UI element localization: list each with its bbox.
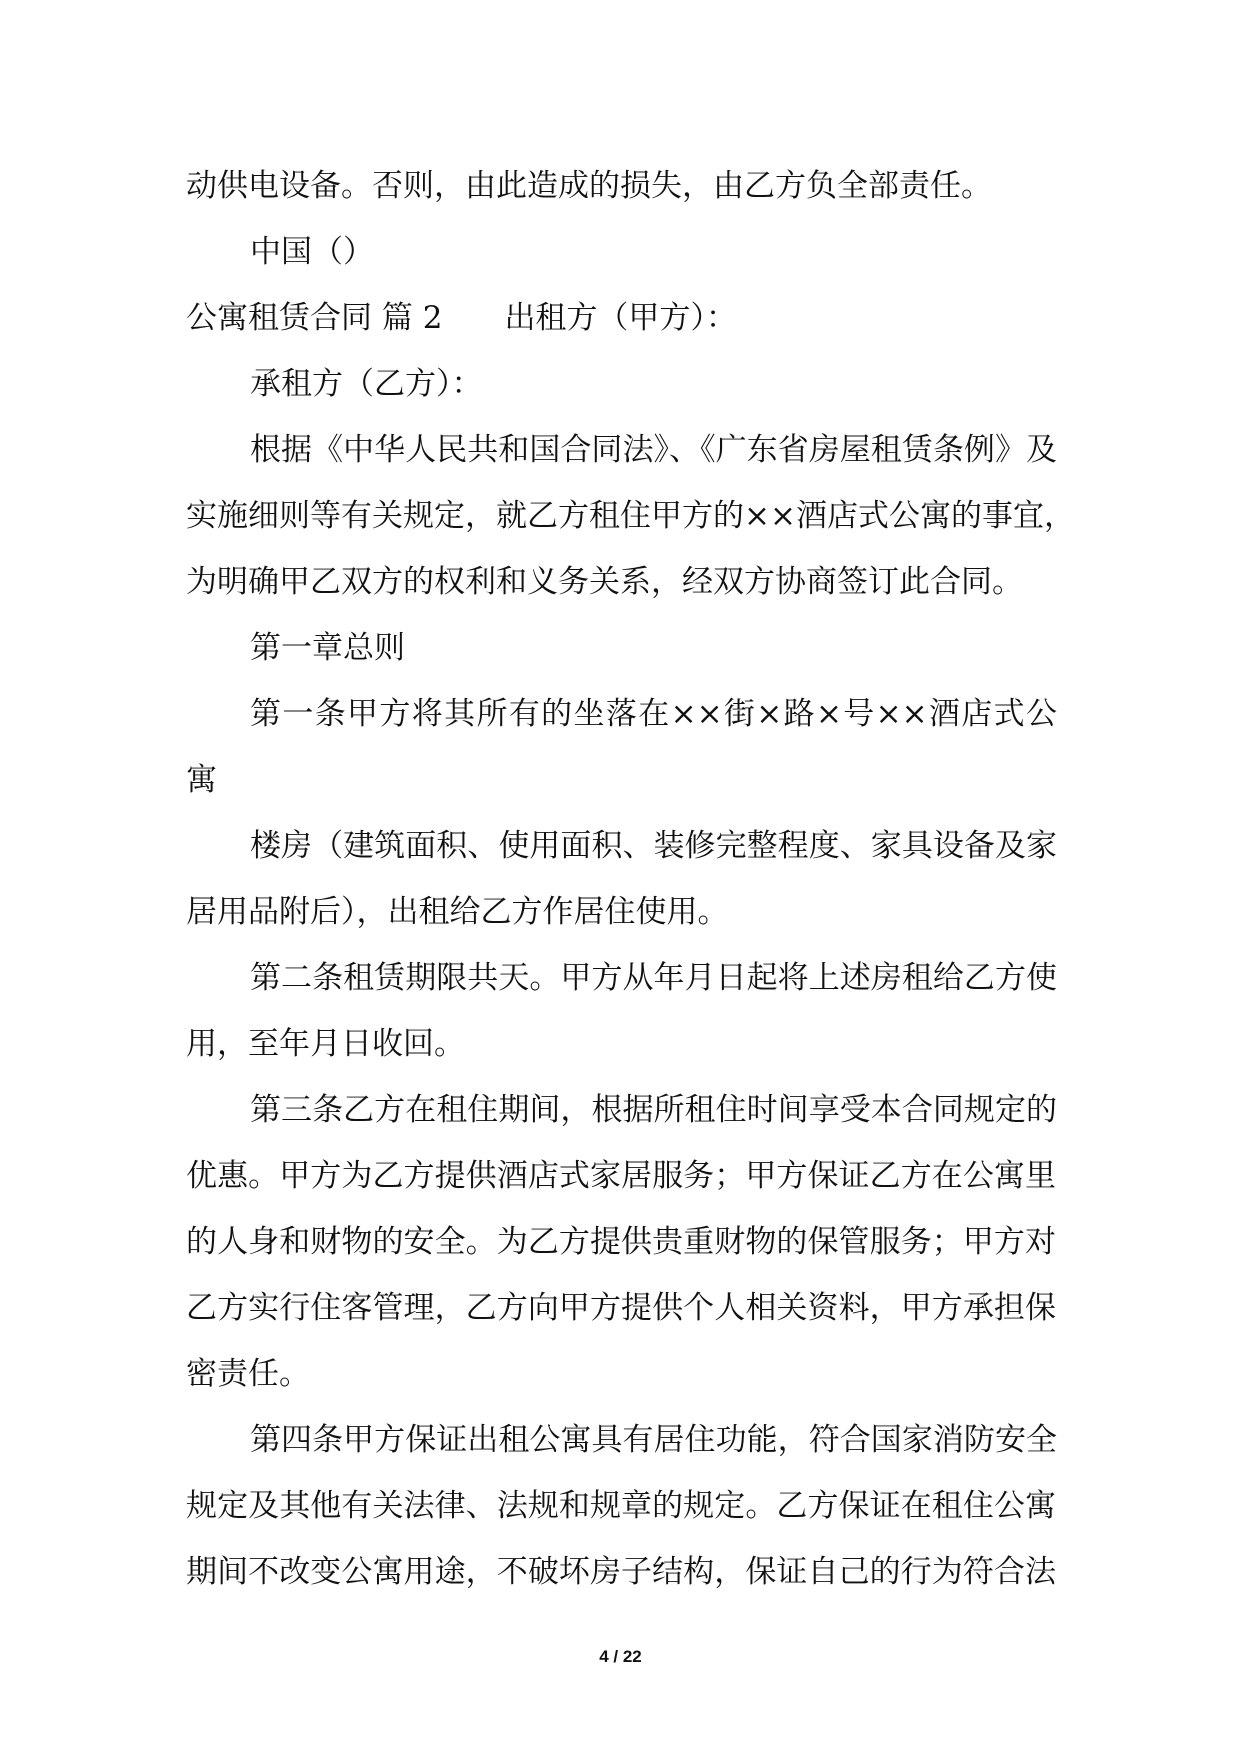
paragraph-line: 动供电设备。否则，由此造成的损失，由乙方负全部责任。 [186,168,992,204]
paragraph-line: 第四条甲方保证出租公寓具有居住功能，符合国家消防安全 [250,1422,1057,1458]
paragraph-line: 乙方实行住客管理，乙方向甲方提供个人相关资料，甲方承担保 [186,1290,1056,1326]
paragraph-line: 的人身和财物的安全。为乙方提供贵重财物的保管服务；甲方对 [186,1224,1056,1260]
paragraph-line: 寓 [186,762,217,798]
paragraph-line: 优惠。甲方为乙方提供酒店式家居服务；甲方保证乙方在公寓里 [186,1158,1056,1194]
lessee-label: 承租方（乙方）： [250,366,483,402]
paragraph-line: 根据《中华人民共和国合同法》、《广东省房屋租赁条例》及 [250,432,1057,468]
paragraph-line: 期间不改变公寓用途，不破坏房子结构，保证自己的行为符合法 [186,1554,1056,1590]
page-number: 4 / 22 [599,1647,642,1666]
paragraph-line: 中国（） [250,234,374,270]
paragraph-line: 用，至年月日收回。 [186,1026,465,1062]
paragraph-line: 第一条甲方将其所有的坐落在××街×路×号××酒店式公 [250,696,1057,732]
chapter-heading: 第一章总则 [250,630,405,666]
paragraph-line: 楼房（建筑面积、使用面积、装修完整程度、家具设备及家 [250,828,1057,864]
lessor-label: 出租方（甲方）： [504,300,737,336]
paragraph-line: 第三条乙方在租住期间，根据所租住时间享受本合同规定的 [250,1092,1057,1128]
section-heading-line [186,298,737,338]
section-title: 公寓租赁合同 篇 2 [186,300,443,336]
paragraph-line: 居用品附后），出租给乙方作居住使用。 [186,894,729,930]
paragraph-line: 为明确甲乙双方的权利和义务关系，经双方协商签订此合同。 [186,564,1023,600]
paragraph-line: 规定及其他有关法律、法规和规章的规定。乙方保证在租住公寓 [186,1488,1056,1524]
paragraph-line: 第二条租赁期限共天。甲方从年月日起将上述房租给乙方使 [250,960,1057,996]
paragraph-line: 密责任。 [186,1356,310,1392]
paragraph-line: 实施细则等有关规定，就乙方租住甲方的××酒店式公寓的事宜， [186,498,1075,534]
